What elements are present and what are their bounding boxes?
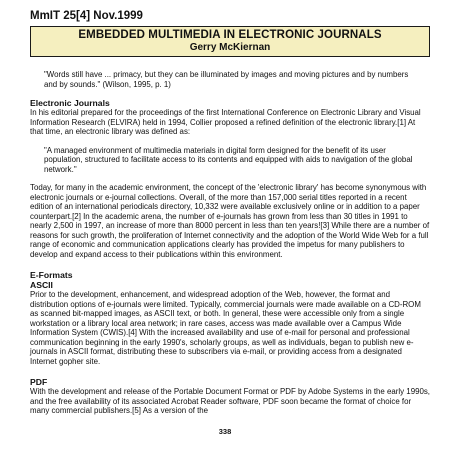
paragraph-pdf: With the development and release of the Portable Document Format or PDF by Adobe Systems in the early 1990s, and the free availability of its associated Acrobat Reader software, PDF soon became the format of choice for many commercial publishers.[5] As a version of the <box>30 387 430 415</box>
page-number: 338 <box>218 427 232 436</box>
subheading-ascii: ASCII <box>30 280 53 290</box>
paragraph-ascii: Prior to the development, enhancement, and widespread adoption of the Web, however, the format and distribution options of e-journals were limited. Typically, commercial journals were made available on a CD-ROM as scanned bit-mapped images, as ASCII text, or both. In general, these were accessible only from a single workstation or a library local area network; in rare cases, access was made available over a Campus Wide Information System (CWIS).[4] With the increased availability and use of e-mail for personal and professional communication beginning in the early 1990's, scholarly groups, as well as individuals, began to publish new e-journals in ASCII format, distributing these to subscribers via e-mail, or providing access from a designated Internet gopher site. <box>30 290 421 366</box>
paragraph-electronic-library-definition: In his editorial prepared for the proceedings of the first International Conference on Electronic Library and Visual Information Research (ELVIRA) held in 1994, Collier proposed a refined definition of the electronic library.[1] At that time, an electronic library was defined as: <box>30 108 421 136</box>
section-heading-electronic-journals: Electronic Journals <box>30 98 110 108</box>
paragraph-ejournal-growth: Today, for many in the academic environment, the concept of the 'electronic library' has become synonymous with electronic journals or e-journal collections. Overall, of the more than 157,000 serial titles reported in a recent edition of an international periodicals directory, 10,332 were available exclusively online or in addition to a paper counterpart.[2] In the academic arena, the number of e-journals has grown from less than 30 titles in 1991 to nearly 2,500 in 1997, an increase of more than 8000 percent in less than ten years![3] While there are a number of reasons for such growth, the proliferation of Internet connectivity and the adoption of the World Wide Web for a full range of economic and communication applications clearly has provided the impetus for many publishers to develop and expand access to their publications within this environment. <box>30 183 430 259</box>
journal-reference: MmIT 25[4] Nov.1999 <box>30 10 143 22</box>
definition-quote: "A managed environment of multimedia materials in digital form designed for the benefit of its user population, structured to facilitate access to its contents and equipped with aids to navigation of the global network." <box>44 145 413 174</box>
epigraph-quote: "Words still have ... primacy, but they can be illuminated by images and moving pictures and by numbers and by sounds." (Wilson, 1995, p. 1) <box>44 70 409 89</box>
article-title: EMBEDDED MULTIMEDIA IN ELECTRONIC JOURNALS <box>78 29 382 41</box>
section-heading-e-formats: E-Formats <box>30 270 73 280</box>
title-box <box>30 26 430 57</box>
subheading-pdf: PDF <box>30 377 48 387</box>
article-author: Gerry McKiernan <box>189 42 271 53</box>
